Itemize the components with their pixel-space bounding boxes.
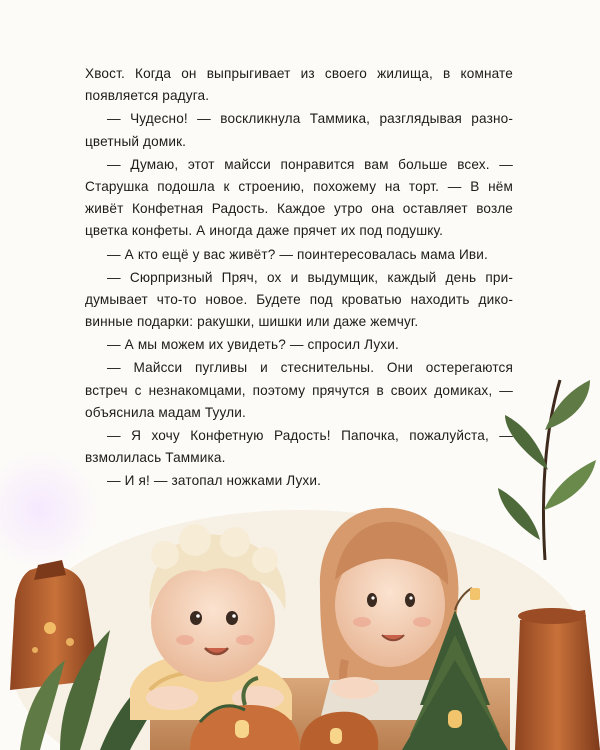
paragraph — [85, 334, 513, 356]
illustration-children-with-fairy-houses — [0, 360, 600, 750]
text-line: объяснила мадам Туули. — [85, 404, 246, 420]
text-line: цветка конфеты. А иногда даже прячет их под подушку. — [85, 223, 444, 239]
paragraph — [85, 63, 513, 107]
text-line: цветный домик. — [85, 133, 187, 149]
text-line: живёт Конфетная Радость. Каждое утро она оставляет возле — [85, 201, 513, 217]
paragraph — [85, 108, 513, 152]
paragraph — [85, 154, 513, 243]
text-line: — Сюрпризный Пряч, ох и выдумщик, каждый день при- — [107, 269, 513, 285]
text-line: — И я! — затопал ножками Лухи. — [107, 473, 322, 489]
text-line: думывает что-то новое. Будете под кроватью находить дико- — [85, 291, 513, 307]
text-line: — Я хочу Конфетную Радость! Папочка, пожалуйста, — — [107, 428, 513, 443]
text-line: появляется радуга. — [85, 88, 210, 104]
paragraph — [85, 244, 513, 266]
text-line: винные подарки: ракушки, шишки или даже жемчуг. — [85, 314, 419, 330]
text-line: Хвост. Когда он выпрыгивает из своего жилища, в комнате — [85, 66, 513, 81]
text-line: встреч с незнакомцами, поэтому прячутся в своих домиках, — — [85, 382, 513, 398]
boy-character — [130, 524, 292, 720]
text-line: — А мы можем их увидеть? — спросил Лухи. — [107, 337, 399, 353]
pot-right — [515, 608, 600, 750]
text-line: взмолилась Таммика. — [85, 450, 226, 466]
text-line: — А кто ещё у вас живёт? — поинтересовалась мама Иви. — [107, 246, 488, 262]
text-line: — Чудесно! — воскликнула Таммика, разглядывая разно- — [107, 111, 513, 127]
paragraph — [85, 267, 513, 334]
text-line: Старушка подошла к строению, похожему на торт. — В нём — [85, 178, 513, 194]
plant-right — [498, 380, 596, 560]
text-line: — Майсси пугливы и стеснительны. Они остерегаются — [107, 360, 513, 376]
text-line: — Думаю, этот майсси понравится вам больше всех. — — [107, 156, 513, 172]
